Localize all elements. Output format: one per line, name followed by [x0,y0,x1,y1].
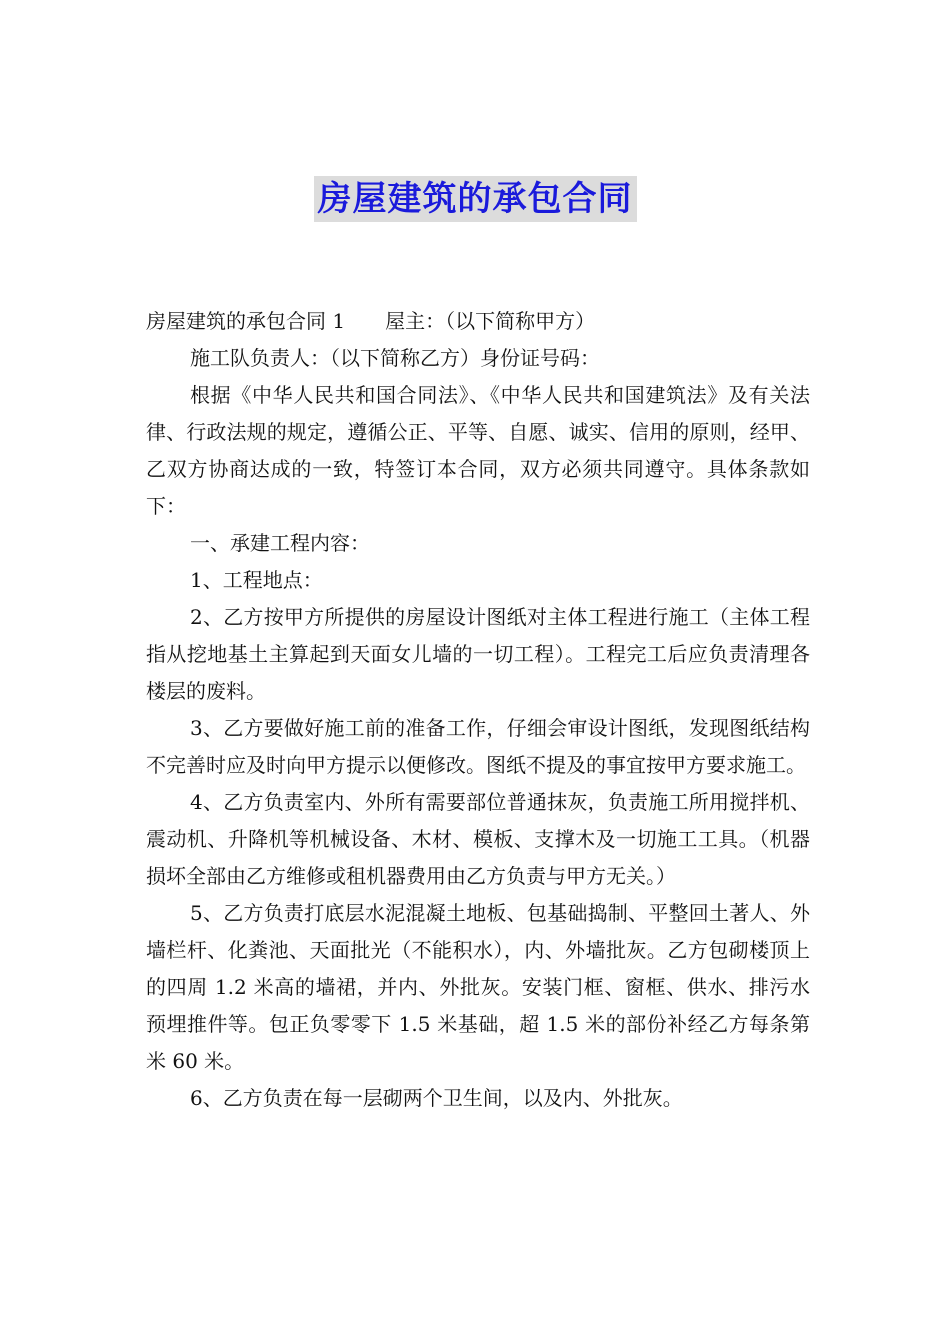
paragraph-item-5: 5、乙方负责打底层水泥混凝土地板、包基础捣制、平整回土著人、外墙栏杆、化粪池、天面批光（不能积水），内、外墙批灰。乙方包砌楼顶上的四周 1.2 米高的墙裙，并内、外批灰。安装门框、窗框、供水、排污水预埋推件等。包正负零零下 1.5 米基础，超 1.5 米的部份补经乙方每条第米 60 米。 [146,901,810,1073]
paragraph-item-1: 1、工程地点： [190,568,323,592]
document-body [146,303,810,1117]
paragraph-legal-basis: 根据《中华人民共和国合同法》、《中华人民共和国建筑法》及有关法律、行政法规的规定，遵循公正、平等、自愿、诚实、信用的原则，经甲、乙双方协商达成的一致，特签订本合同，双方必须共同遵守。具体条款如下： [146,383,810,518]
paragraph-item-2: 2、乙方按甲方所提供的房屋设计图纸对主体工程进行施工（主体工程指从挖地基土主算起到天面女儿墙的一切工程）。工程完工后应负责清理各楼层的废料。 [146,605,810,703]
title-container [0,176,950,222]
paragraph-contractor: 施工队负责人：（以下简称乙方）身份证号码： [190,346,600,370]
contract-heading-inline: 房屋建筑的承包合同 1 [146,309,346,333]
paragraph-item-3: 3、乙方要做好施工前的准备工作，仔细会审设计图纸，发现图纸结构不完善时应及时向甲方提示以便修改。图纸不提及的事宜按甲方要求施工。 [146,716,810,777]
paragraph-item-6: 6、乙方负责在每一层砌两个卫生间，以及内、外批灰。 [190,1086,683,1110]
paragraph-item-4: 4、乙方负责室内、外所有需要部位普通抹灰，负责施工所用搅拌机、震动机、升降机等机械设备、木材、模板、支撑木及一切施工工具。（机器损坏全部由乙方维修或租机器费用由乙方负责与甲方无关。） [146,790,810,888]
paragraph-section-heading: 一、承建工程内容： [190,531,370,555]
owner-party-label: 屋主：（以下简称甲方） [385,309,596,333]
first-line [146,303,810,340]
document-title: 房屋建筑的承包合同 [314,176,637,222]
